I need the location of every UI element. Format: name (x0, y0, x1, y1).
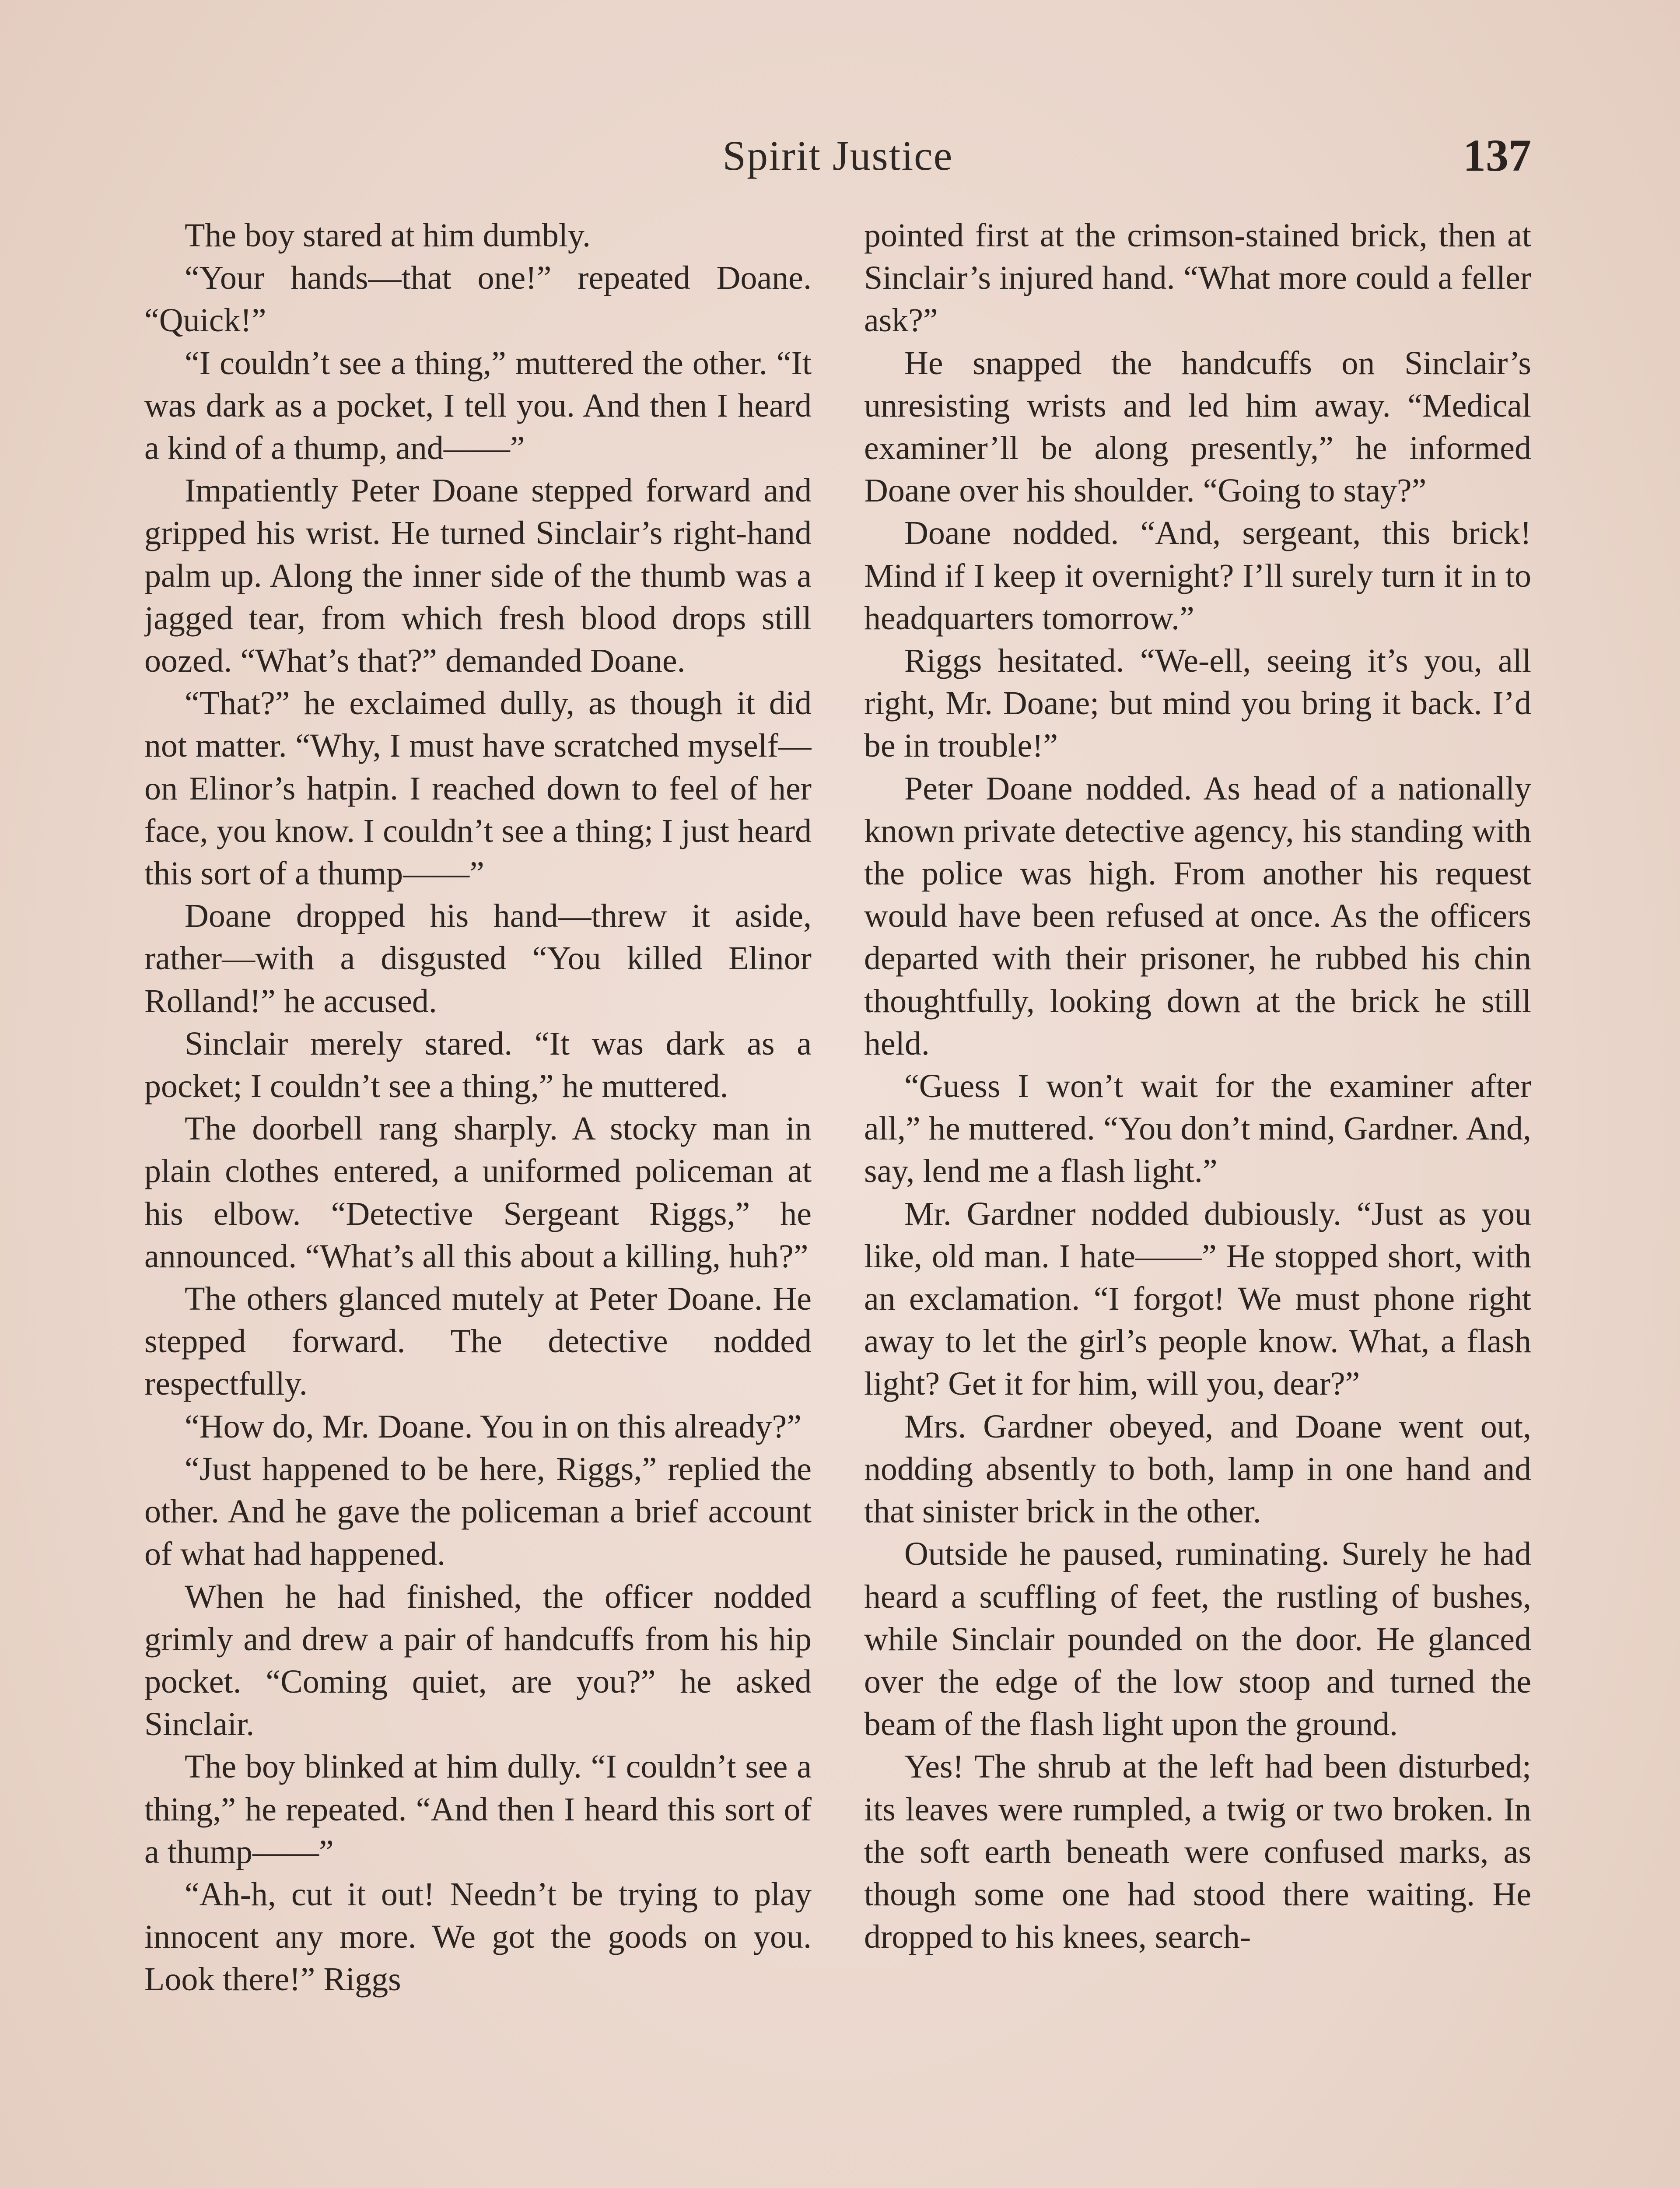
paragraph: Outside he paused, ruminating. Surely he had heard a scuffling of feet, the rustling of bushes, while Sinclair pounded on the door. He glanced over the edge of the low stoop and turned the beam of the flash light upon the ground. (864, 1536, 1531, 1743)
paragraph: The boy blinked at him dully. “I couldn’t see a thing,” he repeated. “And then I heard this sort of a thump——” (144, 1748, 812, 1870)
paragraph: “Guess I won’t wait for the examiner after all,” he muttered. “You don’t mind, Gardner. And, say, lend me a flash light.” (864, 1068, 1531, 1190)
page-number: 137 (1463, 130, 1531, 181)
paragraph: Doane dropped his hand—threw it aside, rather—with a disgusted “You killed Elinor Rolland!” he accused. (144, 898, 812, 1020)
paragraph: “I couldn’t see a thing,” muttered the other. “It was dark as a pocket, I tell you. And then I heard a kind of a thump, and——” (144, 344, 812, 467)
paragraph: The boy stared at him dumbly. (185, 217, 591, 254)
text-columns (144, 214, 1531, 2188)
paragraph: “Just happened to be here, Riggs,” replied the other. And he gave the policeman a brief account of what had happened. (144, 1450, 812, 1573)
paragraph: The doorbell rang sharply. A stocky man in plain clothes entered, a uniformed policeman at his elbow. “Detective Sergeant Riggs,” he announced. “What’s all this about a killing, huh?” (144, 1110, 812, 1275)
right-column (864, 214, 1531, 2188)
paragraph: Riggs hesitated. “We-ell, seeing it’s you, all right, Mr. Doane; but mind you bring it back. I’d be in trouble!” (864, 642, 1531, 764)
paragraph: Yes! The shrub at the left had been disturbed; its leaves were rumpled, a twig or two broken. In the soft earth beneath were confused marks, as though some one had stood there waiting. He dropped to his knees, search- (864, 1748, 1531, 1956)
paragraph: “How do, Mr. Doane. You in on this already?” (185, 1408, 802, 1445)
page-header (144, 131, 1531, 197)
paragraph: Sinclair merely stared. “It was dark as a pocket; I couldn’t see a thing,” he muttered. (144, 1025, 812, 1105)
paragraph: “Your hands—that one!” repeated Doane. “Quick!” (144, 259, 812, 339)
paragraph: “Ah-h, cut it out! Needn’t be trying to play innocent any more. We got the goods on you. Look there!” Riggs (144, 1876, 812, 1998)
paragraph: Impatiently Peter Doane stepped forward and gripped his wrist. He turned Sinclair’s right-hand palm up. Along the inner side of the thumb was a jagged tear, from which fresh blood drops still oozed. “What’s that?” demanded Doane. (144, 472, 812, 680)
paragraph: When he had finished, the officer nodded grimly and drew a pair of handcuffs from his hip pocket. “Coming quiet, are you?” he asked Sinclair. (144, 1578, 812, 1743)
paragraph: Doane nodded. “And, sergeant, this brick! Mind if I keep it overnight? I’ll surely turn it in to headquarters tomorrow.” (864, 515, 1531, 637)
paragraph-continuation: pointed first at the crimson-stained brick, then at Sinclair’s injured hand. “What more could a feller ask?” (864, 217, 1531, 339)
left-column (144, 214, 812, 2188)
paragraph: Mrs. Gardner obeyed, and Doane went out, nodding absently to both, lamp in one hand and that sinister brick in the other. (864, 1408, 1531, 1530)
paragraph: “That?” he exclaimed dully, as though it did not matter. “Why, I must have scratched myself—on Elinor’s hatpin. I reached down to feel of her face, you know. I couldn’t see a thing; I just heard this sort of a thump——” (144, 685, 812, 892)
paragraph: Peter Doane nodded. As head of a nationally known private detective agency, his standing with the police was high. From another his request would have been refused at once. As the officers departed with their prisoner, he rubbed his chin thoughtfully, looking down at the brick he still held. (864, 770, 1531, 1062)
paragraph: He snapped the handcuffs on Sinclair’s unresisting wrists and led him away. “Medical examiner’ll be along presently,” he informed Doane over his shoulder. “Going to stay?” (864, 344, 1531, 509)
running-title: Spirit Justice (722, 132, 953, 179)
paragraph: Mr. Gardner nodded dubiously. “Just as you like, old man. I hate——” He stopped short, with an exclamation. “I forgot! We must phone right away to let the girl’s people know. What, a flash light? Get it for him, will you, dear?” (864, 1195, 1531, 1403)
paragraph: The others glanced mutely at Peter Doane. He stepped forward. The detective nodded respectfully. (144, 1280, 812, 1403)
